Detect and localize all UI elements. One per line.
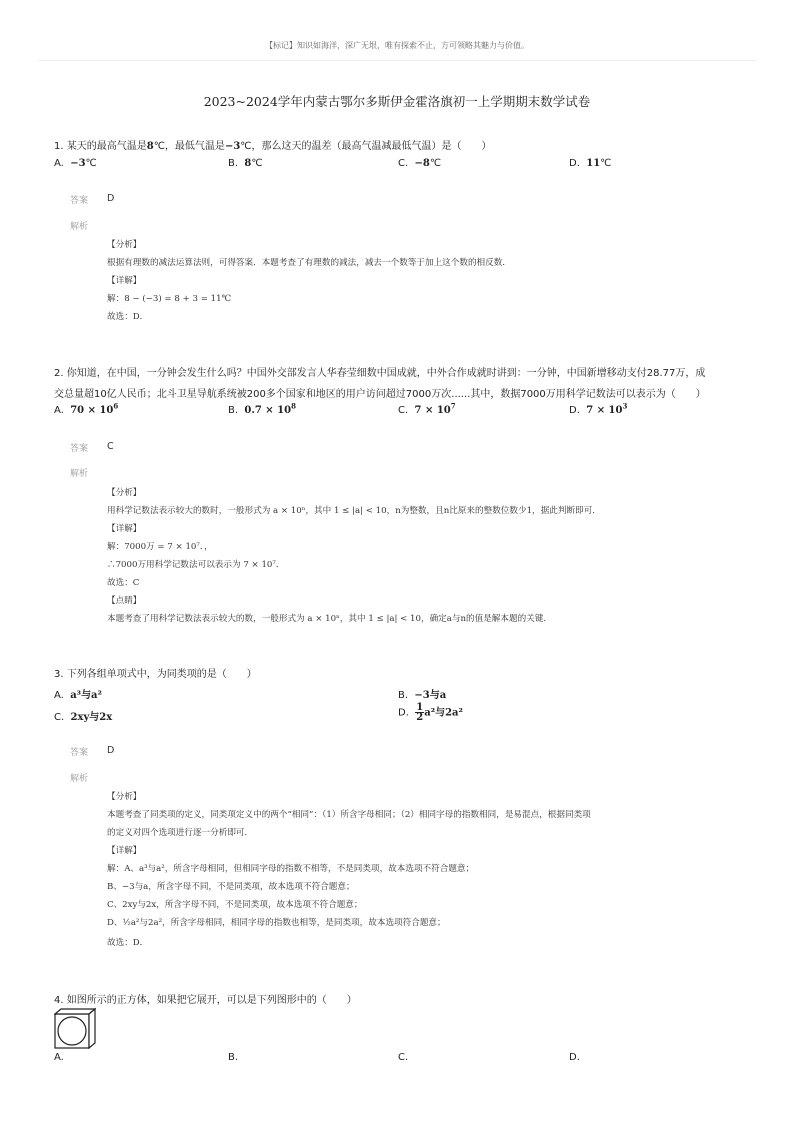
q4-option-b[interactable]: B.	[228, 1052, 239, 1063]
q3-option-d[interactable]: D. $\frac{1}{2}$ a²与2a²	[398, 702, 463, 723]
q3-answer-label: 答案	[70, 748, 89, 758]
q3-analysis-label: 解析	[70, 774, 89, 784]
q2-stem-line-1: 2. 你知道，在中国，一分钟会发生什么吗？中国外交部发言人华春莹细数中国成就，中外合作成就时讲到：一分钟，中国新增移动支付28.77万，成	[54, 368, 706, 379]
q3-line-1: 【分析】	[107, 792, 142, 802]
q2-analysis-label: 解析	[70, 469, 89, 479]
q4-cube-figure	[54, 1008, 96, 1050]
q2-line-6: 故选：C	[107, 578, 140, 588]
q3-option-b[interactable]: B. −3与a	[398, 690, 447, 701]
q1-option-a[interactable]: A. −3℃	[54, 158, 97, 169]
q2-option-a[interactable]: A. $70 \times 10^6$	[54, 401, 119, 416]
q2-line-5: ∴7000万用科学记数法可以表示为 7 × 10⁷．	[107, 560, 285, 570]
q1-line-1: 【分析】	[107, 240, 142, 250]
q1-answer-label: 答案	[70, 196, 89, 206]
q1-line-4: 解：8 − (−3) = 8 + 3 = 11℃	[107, 294, 232, 304]
q3-line-8: D、½a²与2a²，所含字母相同，相同字母的指数也相等，是同类项，故本选项符合题意；	[107, 918, 446, 928]
q4-option-c[interactable]: C.	[398, 1052, 409, 1063]
q3-line-9: 故选：D．	[107, 938, 149, 948]
q1-option-b[interactable]: B. 8℃	[228, 158, 263, 169]
q1-stem: 1. 某天的最高气温是8℃，最低气温是−3℃，那么这天的温差（最高气温减最低气温）是（ ）	[54, 141, 492, 152]
q1-line-3: 【详解】	[107, 276, 142, 286]
q3-line-4: 【详解】	[107, 846, 142, 856]
q3-answer: D	[107, 745, 115, 756]
q3-line-3: 的定义对四个选项进行逐一分析即可．	[107, 828, 254, 838]
q2-line-1: 【分析】	[107, 488, 142, 498]
q2-answer-label: 答案	[70, 444, 89, 454]
q2-option-c[interactable]: C. $7 \times 10^7$	[398, 401, 456, 416]
q3-line-2: 本题考查了同类项的定义，同类项定义中的两个“相同”：（1）所含字母相同；（2）相同字母的指数相同，是易混点，根据同类项	[107, 810, 591, 820]
q2-option-b[interactable]: B. $0.7 \times 10^8$	[228, 401, 296, 416]
q3-stem: 3. 下列各组单项式中，为同类项的是（ ）	[54, 669, 257, 680]
page-title: 2023~2024学年内蒙古鄂尔多斯伊金霍洛旗初一上学期期末数学试卷	[203, 94, 591, 109]
q1-line-2: 根据有理数的减法运算法则，可得答案．本题考查了有理数的减法，减去一个数等于加上这个数的相反数．	[107, 258, 511, 268]
q3-option-c[interactable]: C. 2xy与2x	[54, 712, 113, 723]
q3-option-d-fraction: $\frac{1}{2}$	[416, 702, 424, 723]
q3-line-5: 解：A、a³与a²，所含字母相同，但相同字母的指数不相等，不是同类项，故本选项不符合题意；	[107, 864, 475, 874]
q3-line-6: B、−3与a，所含字母不同，不是同类项，故本选项不符合题意；	[107, 882, 355, 892]
q2-stem-line-2: 交总量超10亿人民币；北斗卫星导航系统被200多个国家和地区的用户访问超过7000万次......其中，数据7000万用科学记数法可以表示为（ ）	[54, 389, 706, 400]
q1-answer: D	[107, 193, 115, 204]
header-divider	[38, 60, 756, 61]
q2-answer: C	[107, 441, 114, 452]
q2-line-2: 用科学记数法表示较大的数时，一般形式为 a × 10ⁿ，其中 1 ≤ |a| < 10，n为整数，且n比原来的整数位数少1，据此判断即可．	[107, 506, 601, 516]
q1-option-d[interactable]: D. 11℃	[569, 158, 612, 169]
header-banner: 【标记】知识如海洋，深广无垠，唯有探索不止，方可领略其魅力与价值。	[265, 41, 529, 50]
q3-line-7: C、2xy与2x，所含字母不同，不是同类项，故本选项不符合题意；	[107, 900, 363, 910]
q1-analysis-label: 解析	[70, 222, 89, 232]
q1-line-5: 故选：D．	[107, 312, 149, 322]
q2-line-3: 【详解】	[107, 524, 142, 534]
q2-line-8: 本题考查了用科学记数法表示较大的数，一般形式为 a × 10ⁿ，其中 1 ≤ |a| < 10，确定a与n的值是解本题的关键．	[107, 614, 552, 624]
q3-option-a[interactable]: A. a³与a²	[54, 690, 102, 701]
q1-option-c[interactable]: C. −8℃	[398, 158, 442, 169]
q4-option-d[interactable]: D.	[569, 1052, 580, 1063]
q2-option-d[interactable]: D. $7 \times 10^3$	[569, 401, 628, 416]
q2-line-7: 【点睛】	[107, 596, 142, 606]
q4-option-a[interactable]: A.	[54, 1052, 64, 1063]
q4-stem: 4. 如图所示的正方体，如果把它展开，可以是下列图形中的（ ）	[54, 995, 357, 1006]
q2-line-4: 解：7000万 = 7 × 10⁷．，	[107, 542, 213, 552]
